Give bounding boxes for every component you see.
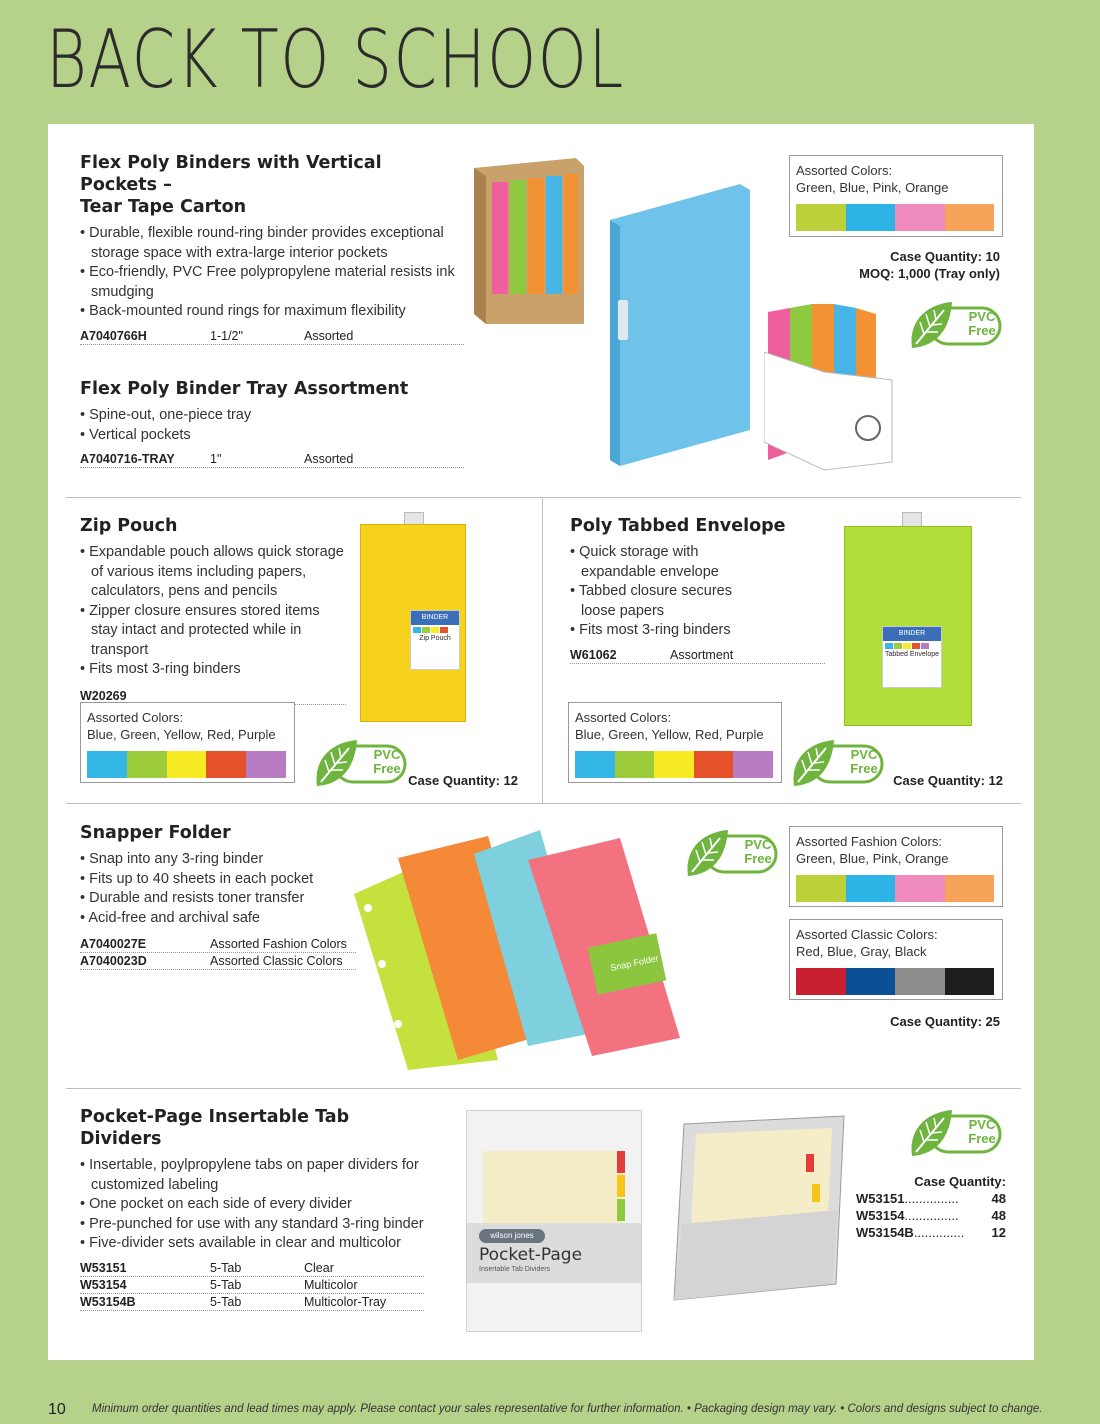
section-divider: [66, 803, 1021, 804]
sku-size: 1-1/2": [210, 328, 243, 343]
bullet: • Insertable, poylpropylene tabs on paper dividers for customized labeling: [80, 1156, 430, 1195]
colors-label: Assorted Colors:: [87, 710, 184, 725]
colors-list: Green, Blue, Pink, Orange: [796, 851, 949, 866]
swatch-row: [575, 751, 773, 778]
sku-color: Assorted: [304, 328, 354, 343]
colors-label: Assorted Classic Colors:: [796, 927, 938, 942]
color-swatch: [575, 751, 615, 778]
colors-list: Blue, Green, Yellow, Red, Purple: [87, 727, 276, 742]
sku-code: A7040716-TRAY: [80, 452, 175, 466]
color-swatch: [945, 204, 995, 231]
pvc-badge-line1: PVC: [744, 837, 772, 852]
sku-color: Assortment: [670, 647, 734, 662]
pvc-badge-line1: PVC: [850, 747, 878, 762]
flex-binders-title: [80, 152, 460, 218]
color-swatch: [796, 204, 846, 231]
pvc-badge-text: [962, 310, 1002, 338]
tray-section: [80, 378, 460, 468]
zip-pouch-bullets: [80, 543, 350, 680]
case-row-code: W53154B: [856, 1225, 914, 1240]
pvc-badge-line2: Free: [968, 323, 996, 338]
flex-binders-title-line1: Flex Poly Binders with Vertical Pockets –: [80, 153, 382, 195]
envelope-case-qty: Case Quantity: 12: [893, 773, 1003, 788]
envelope-title: Poly Tabbed Envelope: [570, 516, 786, 536]
colors-list: Green, Blue, Pink, Orange: [796, 180, 949, 195]
colors-list: Red, Blue, Gray, Black: [796, 944, 927, 959]
swatch-row: [796, 204, 994, 231]
sku-tabs: 5-Tab: [210, 1260, 242, 1275]
bullet: • Vertical pockets: [80, 426, 460, 446]
sku-color: Assorted: [304, 452, 354, 466]
pvc-free-badge: [908, 300, 1004, 352]
color-swatch: [846, 968, 896, 995]
swatch-row: [796, 875, 994, 902]
snapper-bullets: [80, 850, 360, 928]
colors-label: Assorted Fashion Colors:: [796, 834, 942, 849]
envelope-image: [842, 512, 972, 726]
case-qty: Case Quantity: 10: [890, 249, 1000, 264]
dividers-bullets: [80, 1156, 430, 1254]
color-swatch: [945, 968, 995, 995]
envelope-section: [570, 515, 830, 664]
bullet: • Zipper closure ensures stored items stay intact and protected while in transport: [80, 602, 350, 661]
bullet: • Fits up to 40 sheets in each pocket: [80, 870, 360, 890]
pvc-badge-line2: Free: [744, 851, 772, 866]
pocket-page-tray-image: [668, 1114, 848, 1304]
dividers-section: [80, 1106, 430, 1311]
color-swatch: [895, 875, 945, 902]
swatch-row: [87, 751, 286, 778]
sku-row: [80, 1260, 424, 1277]
section-divider: [66, 497, 1021, 498]
pouch-label-name: Zip Pouch: [419, 635, 451, 642]
package-title: Pocket-Page: [479, 1245, 583, 1265]
sku-row: [80, 953, 356, 970]
binder-carton-image: [466, 154, 586, 326]
pvc-free-badge: [908, 1108, 1004, 1160]
colors-label: Assorted Colors:: [796, 163, 893, 178]
case-row-qty: 48: [991, 1208, 1006, 1223]
zip-pouch-colors-box: [80, 702, 295, 783]
sku-tabs: 5-Tab: [210, 1294, 242, 1309]
pvc-badge-line1: PVC: [968, 1117, 996, 1132]
sku-row: [570, 647, 825, 664]
case-row-qty: 12: [991, 1225, 1006, 1240]
case-qty-row: [856, 1224, 1006, 1241]
sku-row: [80, 936, 356, 953]
snapper-fashion-colors-box: [789, 826, 1003, 907]
snapper-title: Snapper Folder: [80, 823, 231, 843]
sku-code: W53154: [80, 1277, 127, 1292]
pvc-badge-line1: PVC: [373, 747, 401, 762]
bullet: • Snap into any 3-ring binder: [80, 850, 360, 870]
color-swatch: [846, 875, 896, 902]
snapper-folders-image: [348, 824, 688, 1074]
pvc-badge-line2: Free: [968, 1131, 996, 1146]
bullet: • Back-mounted round rings for maximum flexibility: [80, 302, 460, 322]
sku-code: W53151: [80, 1260, 127, 1275]
snapper-case-qty: Case Quantity: 25: [890, 1014, 1000, 1029]
swatch-row: [796, 968, 994, 995]
sku-code: A7040766H: [80, 328, 147, 343]
bullet: • Tabbed closure secures loose papers: [570, 582, 770, 621]
snapper-section: [80, 822, 360, 970]
case-row-code: W53154: [856, 1208, 905, 1223]
flex-binders-bullets: [80, 224, 460, 322]
bullet: • Quick storage with expandable envelope: [570, 543, 770, 582]
case-qty-row: [856, 1190, 1006, 1207]
color-swatch: [246, 751, 286, 778]
flex-binders-case-qty: [789, 248, 1000, 282]
sku-tabs: 5-Tab: [210, 1277, 242, 1292]
bullet: • Durable, flexible round-ring binder provides exceptional storage space with extra-large interior pockets: [80, 224, 460, 263]
case-row-leader: ...............: [904, 1191, 959, 1206]
case-row-code: W53151: [856, 1191, 905, 1206]
bullet: • Eco-friendly, PVC Free polypropylene material resists ink smudging: [80, 263, 460, 302]
package-sub: Insertable Tab Dividers: [479, 1266, 551, 1273]
color-swatch: [945, 875, 995, 902]
sku-row: [80, 1294, 424, 1311]
sku-code: W20269: [80, 688, 127, 703]
envelope-colors-box: [568, 702, 782, 783]
sku-color: Assorted Fashion Colors: [210, 937, 347, 951]
color-swatch: [167, 751, 207, 778]
case-row-leader: ..............: [913, 1225, 965, 1240]
page-number: 10: [48, 1401, 66, 1418]
envelope-sku-table: [570, 647, 825, 664]
flex-binders-colors-box: [789, 155, 1003, 237]
bullet: • Spine-out, one-piece tray: [80, 406, 460, 426]
flex-binders-title-line2: Tear Tape Carton: [80, 197, 247, 217]
sku-code: W61062: [570, 647, 617, 662]
sku-row: [80, 451, 464, 468]
zip-pouch-case-qty: Case Quantity: 12: [408, 773, 518, 788]
snapper-label-name: Snap Folder: [609, 953, 660, 973]
bullet: • One pocket on each side of every divider: [80, 1195, 430, 1215]
sku-code: A7040027E: [80, 937, 147, 951]
dividers-sku-table: [80, 1260, 424, 1311]
case-row-leader: ...............: [904, 1208, 959, 1223]
color-swatch: [796, 875, 846, 902]
snapper-sku-table: [80, 936, 356, 970]
blue-binder-image: [604, 180, 754, 470]
sku-color: Assorted Classic Colors: [210, 954, 343, 968]
sku-row: [80, 1277, 424, 1294]
color-swatch: [796, 968, 846, 995]
dividers-title: Pocket-Page Insertable Tab Dividers: [80, 1107, 350, 1149]
case-qty-row: [856, 1207, 1006, 1224]
envelope-bullets: [570, 543, 770, 641]
dividers-case-qty: [856, 1173, 1006, 1241]
color-swatch: [206, 751, 246, 778]
color-swatch: [127, 751, 167, 778]
zip-pouch-title: Zip Pouch: [80, 516, 178, 536]
bullet: • Five-divider sets available in clear and multicolor: [80, 1234, 430, 1254]
color-swatch: [895, 968, 945, 995]
binder-tray-image: [764, 302, 896, 472]
pvc-badge-line2: Free: [373, 761, 401, 776]
bullet: • Fits most 3-ring binders: [80, 660, 350, 680]
case-row-qty: 48: [991, 1191, 1006, 1206]
envelope-label-brand: BINDER: [883, 627, 941, 641]
pvc-badge-text: [738, 838, 778, 866]
case-qty-label: Case Quantity:: [914, 1174, 1006, 1189]
color-swatch: [615, 751, 655, 778]
pvc-badge-text: [962, 1118, 1002, 1146]
tray-sku-table: [80, 451, 464, 468]
sku-color: Clear: [304, 1260, 334, 1275]
package-brand: wilson jones: [479, 1229, 545, 1243]
flex-binders-section: [80, 152, 460, 345]
tray-title: Flex Poly Binder Tray Assortment: [80, 379, 409, 399]
bullet: • Durable and resists toner transfer: [80, 889, 360, 909]
sku-row: [80, 328, 464, 345]
content-panel: [48, 124, 1034, 1360]
envelope-label-name: Tabbed Envelope: [884, 651, 940, 658]
pvc-badge-line1: PVC: [968, 309, 996, 324]
column-divider: [542, 497, 543, 803]
color-swatch: [733, 751, 773, 778]
sku-code: A7040023D: [80, 954, 147, 968]
pvc-free-badge: [684, 828, 780, 880]
sku-color: Multicolor: [304, 1277, 358, 1292]
bullet: • Expandable pouch allows quick storage of various items including papers, calculators, pens and pencils: [80, 543, 350, 602]
color-swatch: [895, 204, 945, 231]
sku-code: W53154B: [80, 1294, 136, 1309]
color-swatch: [87, 751, 127, 778]
bullet: • Fits most 3-ring binders: [570, 621, 770, 641]
zip-pouch-section: [80, 515, 350, 705]
page-title: BACK TO SCHOOL: [46, 13, 625, 106]
pocket-page-package-image: [466, 1110, 642, 1332]
sku-size: 1": [210, 452, 222, 466]
snapper-classic-colors-box: [789, 919, 1003, 1000]
colors-label: Assorted Colors:: [575, 710, 672, 725]
sku-color: Multicolor-Tray: [304, 1294, 387, 1309]
color-swatch: [654, 751, 694, 778]
bullet: • Pre-punched for use with any standard 3-ring binder: [80, 1215, 430, 1235]
flex-binders-sku-table: [80, 328, 464, 345]
tray-bullets: [80, 406, 460, 445]
bullet: • Acid-free and archival safe: [80, 909, 360, 929]
pvc-badge-line2: Free: [850, 761, 878, 776]
footer-disclaimer: Minimum order quantities and lead times may apply. Please contact your sales representative for further information. • Packaging design may vary. • Colors and designs subject to change.: [92, 1403, 1043, 1415]
colors-list: Blue, Green, Yellow, Red, Purple: [575, 727, 764, 742]
section-divider: [66, 1088, 1021, 1089]
pouch-label-brand: BINDER: [411, 611, 459, 625]
moq: MOQ: 1,000 (Tray only): [859, 266, 1000, 281]
color-swatch: [694, 751, 734, 778]
zip-pouch-image: [358, 512, 466, 722]
color-swatch: [846, 204, 896, 231]
